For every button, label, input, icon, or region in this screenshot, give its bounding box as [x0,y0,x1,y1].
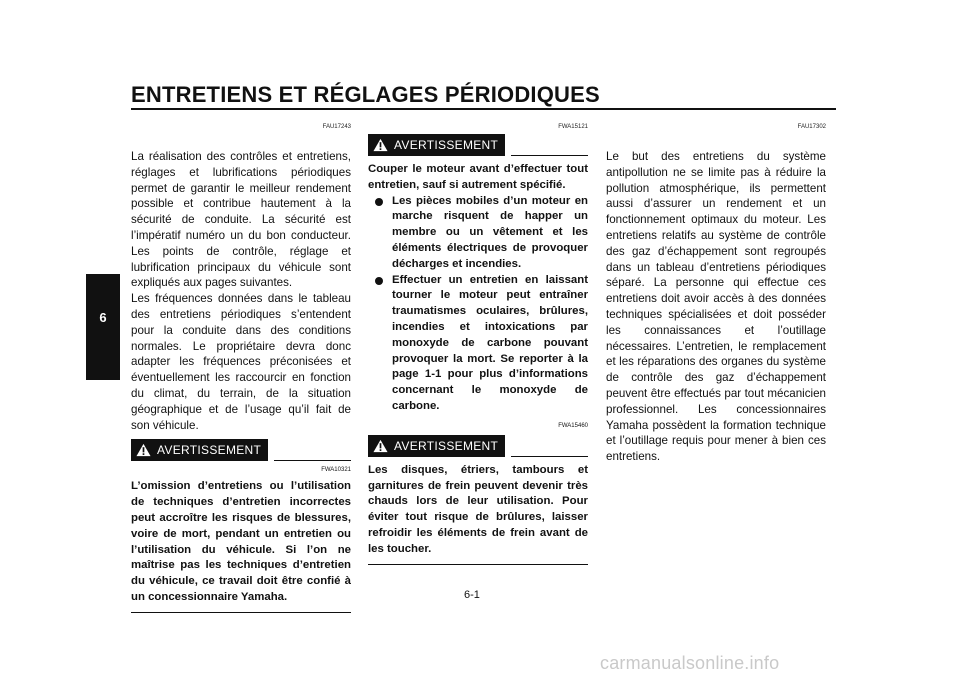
warning-rule [274,460,351,461]
column-1 [131,124,351,613]
warning-code: FWA10321 [321,467,351,474]
warning-end-rule [131,612,351,613]
frequency-paragraph: Les fréquences données dans le tableau des entretiens périodiques s’entendent pour la conduite dans des conditions normales. Le propriétaire devra donc adapter les fréquences préconisées et éventuellement les raccourcir en fonction du climat, du terrain, de la situation géographique et de l’usage qu’il fait de son véhicule. [131,292,351,432]
warning-label-box [368,435,505,457]
bullet-icon [375,277,383,285]
watermark: carmanualsonline.info [600,653,780,673]
bullet-icon [375,198,383,206]
intro-paragraph: La réalisation des contrôles et entretiens, réglages et lubrifications périodiques permet de garantir le meilleur rendement possible et contribue hautement à la sécurité de conduite. La sécurité est l’impératif numéro un du bon conducteur. Les points de contrôle, réglage et lubrification principaux du véhicule sont expliqués aux pages suivantes. [131,150,351,290]
warning-triangle-icon [136,443,151,457]
chapter-tab [86,274,120,380]
warning-list [368,194,588,415]
warning-text: Les disques, étriers, tambours et garnitures de frein peuvent devenir très chauds lors de leur utilisation. Pour éviter tout risque de brûlures, laisser refroidir les éléments de frein avant de les toucher. [368,463,588,555]
section-code: FAU17302 [797,124,826,130]
section-code: FWA15121 [558,124,588,130]
warning-header [368,134,588,156]
chapter-number: 6 [99,310,107,325]
warning-rule [511,456,588,457]
emission-paragraph: Le but des entretiens du système antipollution ne se limite pas à réduire la pollution atmosphérique, ils permettent aussi d’assurer un rendement et un fonctionnement optimaux du moteur. Les entretiens relatifs au système de contrôle des gaz d’échappement sont regroupés dans un tableau d’entretiens périodiques séparé. La personne qui effectue ces entretiens doit avoir accès à des données techniques spécialisées et doit posséder les connaissances et l’outillage nécessaires. L’entretien, le remplacement et les réparations des organes du système de contrôle des gaz d’échappement peuvent être effectués par tout mécanicien professionnel. Les concessionnaires Yamaha possèdent la formation technique et l’outillage requis pour mener à bien ces entretiens. [606,150,826,464]
column-2 [368,124,588,565]
list-item: Effectuer un entretien en laissant tourner le moteur peut entraîner traumatismes oculaires, brûlures, incendies et intoxications par monoxyde de carbone pouvant provoquer la mort. Se reporter à la page 1-1 pour plus d’informations concernant le monoxyde de carbone. [368,273,588,415]
list-item: Les pièces mobiles d’un moteur en marche risquent de happer un membre ou un vêtement et les éléments électriques de provoquer décharges et incendies. [368,194,588,273]
page-number: 6-1 [464,589,480,601]
page-title: ENTRETIENS ET RÉGLAGES PÉRIODIQUES [131,82,600,107]
warning-text: L’omission d’entretiens ou l’utilisation de techniques d’entretien incorrectes peut accroître les risques de blessures, voire de mort, pendant un entretien ou l’utilisation du véhicule. Si l’on ne maîtrise pas les techniques d’entretien du véhicule, ce travail doit être confié à un concessionnaire Yamaha. [131,480,351,603]
section-code: FAU17243 [322,124,351,130]
warning-label-box [131,439,268,461]
warning-label: AVERTISSEMENT [394,438,499,453]
warning-header [368,435,588,457]
column-3 [606,124,826,465]
warning-code: FWA15460 [558,422,588,429]
warning-triangle-icon [373,439,388,453]
warning-label-box [368,134,505,156]
warning-label: AVERTISSEMENT [157,443,262,458]
warning-rule [511,155,588,156]
warning-triangle-icon [373,138,388,152]
title-rule [131,108,836,110]
warning-end-rule [368,564,588,565]
warning-label: AVERTISSEMENT [394,138,499,152]
warning-intro: Couper le moteur avant d’effectuer tout entretien, sauf si autrement spécifié. [368,163,588,191]
warning-header [131,439,351,461]
